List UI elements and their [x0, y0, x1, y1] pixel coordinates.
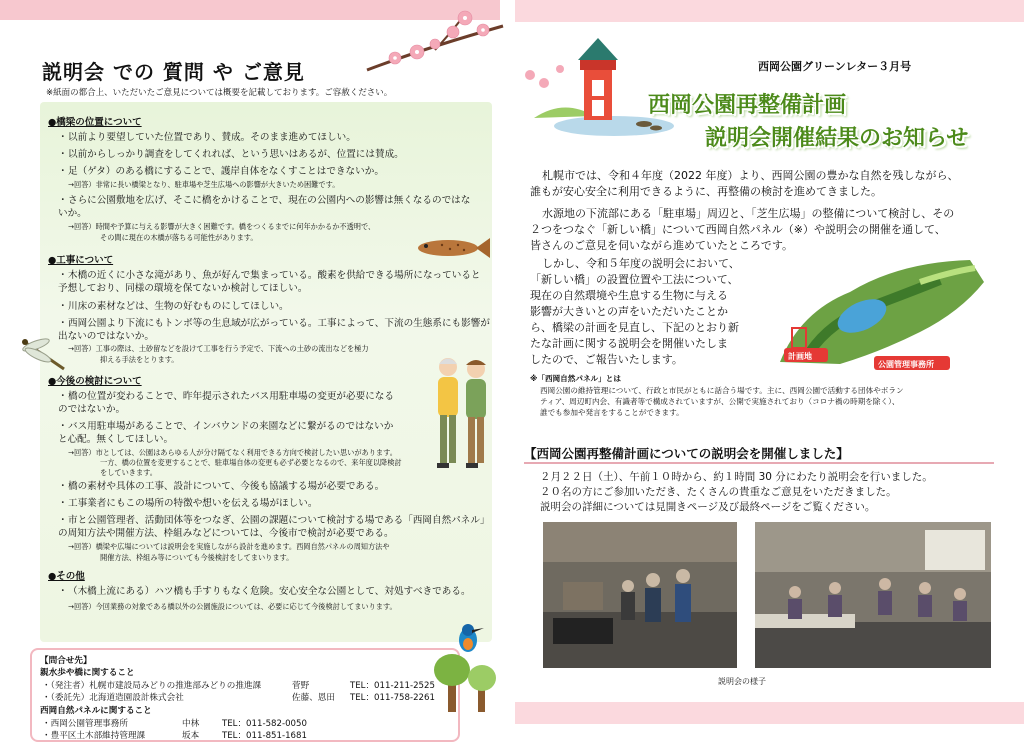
body-paragraph: しかし、令和５年度の説明会において、	[542, 257, 740, 270]
list-item: ・橋の素材や具体の工事、設計について、今後も協議する場が必要である。	[58, 481, 385, 492]
contact-row: ・（発注者）札幌市建設局みどりの推進部みどりの推進課	[42, 681, 262, 691]
main-title-line2: 説明会開催結果のお知らせ	[705, 126, 969, 151]
list-item: ・さらに公園敷地を広げ、そこに橋をかけることで、現在の公園内への影響は無くなるのではないか。	[58, 195, 471, 219]
body-paragraph: たな計画に関する説明会を開催いたしま	[530, 337, 728, 350]
section-heading-bridge-location: ●橋梁の位置について	[48, 117, 142, 128]
body-paragraph: ら、橋梁の計画を見直し、下記のとおり新	[530, 321, 739, 334]
body-paragraph: 皆さんのご意見を伺いながら進めていたところです。	[530, 239, 794, 252]
meeting-heading: 【西岡公園再整備計画についての説明会を開催しました】	[524, 442, 994, 464]
note-text: ティア、周辺町内会、有識者等で構成されていますが、公開で実施されており（コロナ禍の時期を除く）、	[540, 397, 900, 406]
map-label-site: 計画地	[788, 352, 812, 361]
map-label-office: 公園管理事務所	[878, 360, 934, 369]
main-title-line1: 西岡公園再整備計画	[648, 93, 847, 118]
list-item: ・市と公園管理者、活動団体等をつなぎ、公園の課題について検討する場である「西岡自然パネル」の周知方法や開催方法、枠組みなどについては、今後市で検討が必要である。	[58, 515, 490, 539]
body-paragraph: 現在の自然環境や生息する生物に与える	[530, 289, 728, 302]
answer-text: その間に現在の木橋が落ちる可能性があります。	[100, 233, 258, 242]
contact-name: 佐藤、恩田	[292, 693, 335, 703]
contact-name: 坂本	[182, 731, 200, 741]
dragonfly-icon	[16, 335, 72, 375]
list-item: ・（木橋上流にある）ハツ橋も手すりもなく危険。安心安全な公園として、対処すべきである。	[58, 586, 471, 597]
section-heading-future: ●今後の検討について	[48, 376, 142, 387]
left-page	[30, 40, 500, 741]
body-paragraph: 「新しい橋」の設置位置や工法について、	[530, 273, 739, 286]
contact-row: ・西岡公園管理事務所	[42, 719, 128, 729]
page-title-opinions: 説明会 での 質問 や ご意見	[42, 60, 305, 84]
answer-text: →回答）市としては、公園はあらゆる人が分け隔てなく利用できる方向で検討したい思いがあります。	[68, 448, 397, 457]
list-item: ・足（ゲタ）のある橋にすることで、護岸自体をなくすことはできないか。	[58, 166, 384, 177]
kingfisher-tree-icon	[428, 622, 500, 712]
fish-icon	[412, 235, 492, 261]
contact-row: ・（委託先）北海道造園設計株式会社	[42, 693, 184, 703]
list-item: ・橋の位置が変わることで、昨年提示されたバス用駐車場の変更が必要になるのではないか。	[58, 391, 394, 415]
list-item: ・以前からしっかり調査をしてくれれば、という思いはあるが、位置には賛成。	[58, 149, 404, 160]
list-item: ・川床の素材などは、生物の好むものにしてほしい。	[58, 301, 289, 312]
body-paragraph: したので、ご報告いたします。	[530, 353, 683, 366]
list-item: ・工事業者にもこの場所の特徴や想いを伝える場がほしい。	[58, 498, 318, 509]
contact-tel[interactable]: TEL：011-211-2525	[350, 681, 435, 691]
list-item: ・西岡公園より下流にもトンボ等の生息域が広がっている。工事によって、下流の生態系にも影響が出ないのではないか。	[58, 318, 490, 342]
body-paragraph: 水源地の下流部にある「駐車場」周辺と、「芝生広場」の整備について検討し、その	[542, 207, 955, 220]
contact-group-bridge: 親水歩や橋に関すること	[40, 668, 135, 678]
contact-tel[interactable]: TEL：011-582-0050	[222, 719, 307, 729]
space-note: ※紙面の都合上、いただいたご意見については概要を記載しております。ご容赦ください。	[46, 88, 393, 98]
intro-paragraph: 札幌市では、令和４年度（2022 年度）より、西岡公園の豊かな自然を残しながら、	[542, 169, 959, 182]
contact-tel[interactable]: TEL：011-758-2261	[350, 693, 435, 703]
intro-paragraph: 誰もが安心安全に利用できるように、再整備の検討を進めてきました。	[530, 185, 882, 198]
note-text: 西岡公園の維持管理について、行政と市民がともに話合う場です。主に、西岡公園で活動する団体やボラン	[540, 386, 904, 395]
answer-text: をしていきます。	[100, 468, 157, 477]
cherry-blossom-icon	[520, 55, 600, 95]
body-paragraph: 影響が大きいとの声をいただいたことか	[530, 305, 728, 318]
section-heading-other: ●その他	[48, 571, 85, 582]
list-item: ・バス用駐車場があることで、インバウンドの来園などに繋がるのではないかと心配。無くしてほしい。	[58, 421, 394, 445]
answer-text: →回答）時間や予算に与える影響が大きく困難です。橋をつくるまでに何年かかるか不透明で、	[68, 222, 376, 231]
answer-text: 一方、橋の位置を変更することで、駐車場自体の変更も必ず必要となるので、来年度以降検討	[100, 458, 402, 467]
answer-text: →回答）橋梁や広場については説明会を実施しながら設計を進めます。西岡自然パネルの周知方法や	[68, 542, 390, 551]
photo-caption: 説明会の様子	[718, 677, 766, 686]
list-item: ・以前より要望していた位置であり、賛成。そのまま進めてほしい。	[58, 132, 356, 143]
meeting-text: ２月２２日（土）、午前１０時から、約１時間 30 分にわたり説明会を行いました。	[540, 471, 933, 483]
answer-text: →回答）非常に長い橋梁となり、駐車場や芝生広場への影響が大きいため困難です。	[68, 180, 340, 189]
contact-row: ・豊平区土木部維持管理課	[42, 731, 146, 741]
contact-group-panel: 西岡自然パネルに関すること	[40, 706, 152, 716]
answer-text: →回答）工事の際は、土砂留などを設けて工事を行う予定で、下流への土砂の流出などを極力	[68, 344, 369, 353]
cherry-blossom-icon	[365, 8, 505, 78]
answer-text: 抑える手法をとります。	[100, 355, 179, 364]
couple-illustration-icon	[432, 355, 494, 475]
contact-box	[30, 648, 460, 742]
body-paragraph: ２つをつなぐ「新しい橋」について西岡自然パネル（※）や説明会の開催を通して、	[530, 223, 946, 236]
note-text: 誰でも参加や発言をすることができます。	[540, 408, 684, 417]
contact-tel[interactable]: TEL：011-851-1681	[222, 731, 307, 741]
pink-band-bottom-right	[515, 702, 1024, 724]
meeting-text: ２０名の方にご参加いただき、たくさんの貴重なご意見をいただきました。	[540, 486, 897, 498]
answer-text: →回答）今回業務の対象である橋以外の公園施設については、必要に応じて今後検討してまいります。	[68, 602, 397, 611]
meeting-photo-1	[543, 522, 737, 668]
section-heading-construction: ●工事について	[48, 255, 114, 266]
contact-name: 菅野	[292, 681, 310, 691]
answer-text: 開催方法、枠組み等についても今後検討をしてまいります。	[100, 553, 294, 562]
contact-heading: 【問合せ先】	[40, 656, 92, 666]
park-map	[770, 252, 990, 372]
pink-band-top-right	[515, 0, 1024, 22]
contact-name: 中林	[182, 719, 200, 729]
list-item: ・木橋の近くに小さな滝があり、魚が好んで集まっている。酸素を供給できる場所になっていると予想しており、同様の環境を保てないか検討してほしい。	[58, 270, 481, 294]
note-title: ※「西岡自然パネル」とは	[530, 374, 621, 383]
meeting-photo-2	[755, 522, 991, 668]
newsletter-header: 西岡公園グリーンレター３月号	[758, 60, 912, 73]
meeting-text: 説明会の詳細については見開きページ及び最終ページをご覧ください。	[540, 501, 876, 513]
